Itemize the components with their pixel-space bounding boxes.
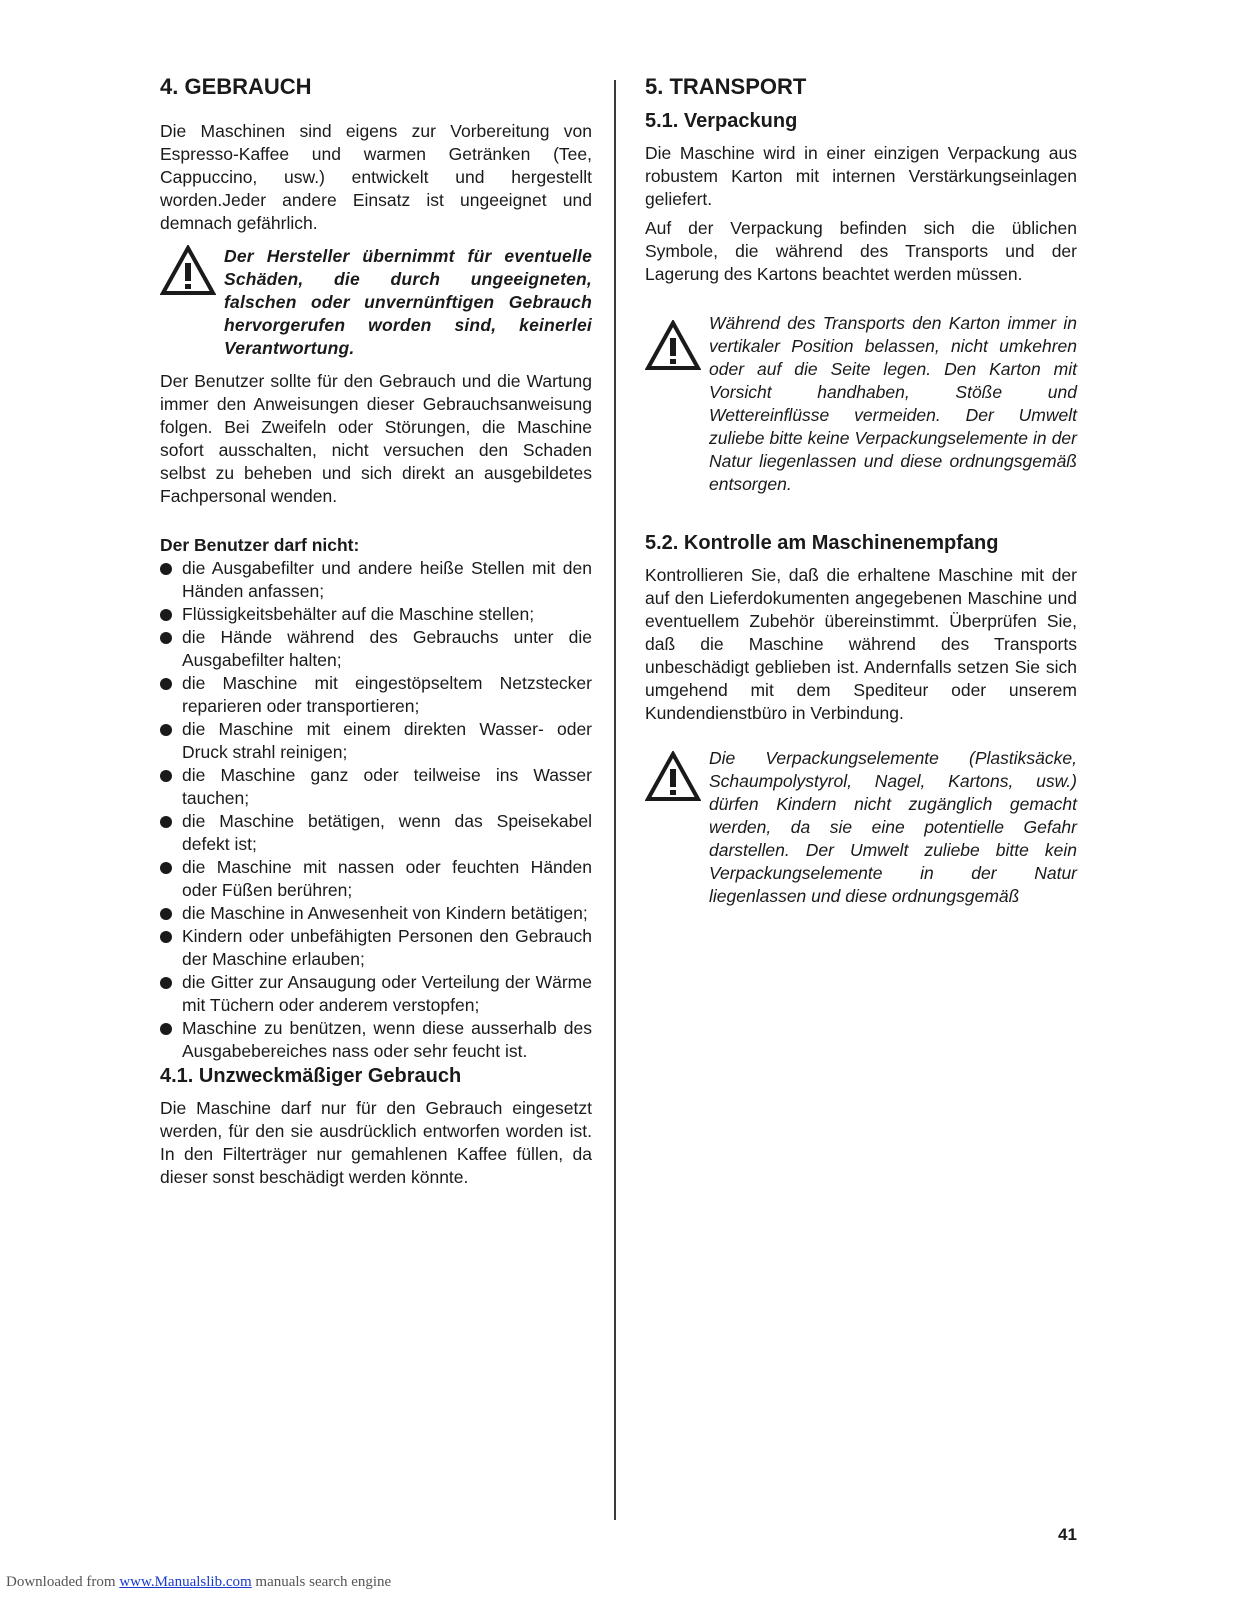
- footer-prefix: Downloaded from: [6, 1574, 120, 1590]
- column-divider: [614, 80, 616, 1520]
- section-heading-gebrauch: 4. GEBRAUCH: [160, 74, 312, 99]
- warning-block: [160, 245, 592, 360]
- warning-block: [645, 312, 1077, 496]
- bullet-icon: [160, 816, 172, 828]
- manualslib-link[interactable]: www.Manualslib.com: [119, 1574, 252, 1590]
- list-item: die Maschine mit einem direkten Wasser- oder Druck strahl reinigen;: [160, 718, 592, 764]
- warning-block: [645, 747, 1077, 908]
- download-footer: [6, 1574, 391, 1591]
- intro-paragraph: Die Maschinen sind eigens zur Vorbereitung von Espresso-Kaffee und warmen Getränken (Tee, Cappuccino, usw.) entwickelt und hergestellt worden.Jeder andere Einsatz ist ungeeignet und demnach gefährlich.: [160, 121, 592, 233]
- left-column: [160, 72, 592, 1189]
- list-item: die Maschine betätigen, wenn das Speisekabel defekt ist;: [160, 810, 592, 856]
- verpackung-paragraph-2: Auf der Verpackung befinden sich die üblichen Symbole, die während des Transports und der Lagerung des Kartons beachtet werden müssen.: [645, 218, 1077, 284]
- list-item: die Maschine mit nassen oder feuchten Händen oder Füßen berühren;: [160, 856, 592, 902]
- warning-text: Die Verpackungselemente (Plastiksäcke, Schaumpolystyrol, Nagel, Kartons, usw.) dürfen Kindern nicht zugänglich gemacht werden, da sie eine potentielle Gefahr darstellen. Der Umwelt zuliebe bitte kein Verpackungselemente in der Natur liegenlassen und diese ordnungsgemäß: [709, 748, 1077, 906]
- bullet-icon: [160, 563, 172, 575]
- warning-triangle-icon: [160, 245, 216, 302]
- bullet-icon: [160, 977, 172, 989]
- list-item: Kindern oder unbefähigten Personen den Gebrauch der Maschine erlauben;: [160, 925, 592, 971]
- bullet-icon: [160, 931, 172, 943]
- list-title: Der Benutzer darf nicht:: [160, 535, 360, 555]
- page-number: 41: [1058, 1525, 1077, 1544]
- sub-paragraph: Die Maschine darf nur für den Gebrauch eingesetzt werden, für den sie ausdrücklich entworfen worden ist. In den Filterträger nur gemahlenen Kaffee füllen, da dieser sonst beschädigt werden könnte.: [160, 1098, 592, 1187]
- bullet-icon: [160, 724, 172, 736]
- sub-heading-verpackung: 5.1. Verpackung: [645, 110, 798, 132]
- warning-triangle-icon: [645, 751, 701, 808]
- list-item: Flüssigkeitsbehälter auf die Maschine stellen;: [160, 603, 592, 626]
- bullet-icon: [160, 770, 172, 782]
- user-paragraph: Der Benutzer sollte für den Gebrauch und die Wartung immer den Anweisungen dieser Gebrauchsanweisung folgen. Bei Zweifeln oder Störungen, die Maschine sofort ausschalten, nicht versuchen den Schaden selbst zu beheben und sich direkt an ausgebildetes Fachpersonal wenden.: [160, 371, 592, 506]
- warning-triangle-icon: [645, 320, 701, 377]
- footer-suffix: manuals search engine: [251, 1574, 392, 1590]
- list-item: Maschine zu benützen, wenn diese ausserhalb des Ausgabebereiches nass oder sehr feucht ist.: [160, 1017, 592, 1063]
- list-item: die Maschine in Anwesenheit von Kindern betätigen;: [160, 902, 592, 925]
- list-item: die Ausgabefilter und andere heiße Stellen mit den Händen anfassen;: [160, 557, 592, 603]
- section-heading-transport: 5. TRANSPORT: [645, 74, 807, 99]
- bullet-icon: [160, 609, 172, 621]
- list-item: die Hände während des Gebrauchs unter die Ausgabefilter halten;: [160, 626, 592, 672]
- bullet-icon: [160, 862, 172, 874]
- warning-text: Der Hersteller übernimmt für eventuelle Schäden, die durch ungeeigneten, falschen oder unvernünftigen Gebrauch hervorgerufen worden sind, keinerlei Verantwortung.: [224, 246, 592, 358]
- warning-text: Während des Transports den Karton immer in vertikaler Position belassen, nicht umkehren oder auf die Seite legen. Den Karton mit Vorsicht handhaben, Stöße und Wettereinflüsse vermeiden. Der Umwelt zuliebe bitte keine Verpackungselemente in der Natur liegenlassen und diese ordnungsgemäß entsorgen.: [709, 313, 1077, 494]
- verpackung-paragraph-1: Die Maschine wird in einer einzigen Verpackung aus robustem Karton mit internen Verstärkungseinlagen geliefert.: [645, 143, 1077, 209]
- list-item: die Maschine ganz oder teilweise ins Wasser tauchen;: [160, 764, 592, 810]
- bullet-icon: [160, 678, 172, 690]
- sub-heading-unzweckmaessig: 4.1. Unzweckmäßiger Gebrauch: [160, 1065, 462, 1087]
- list-item: die Gitter zur Ansaugung oder Verteilung der Wärme mit Tüchern oder anderem verstopfen;: [160, 971, 592, 1017]
- bullet-icon: [160, 1023, 172, 1035]
- sub-heading-kontrolle: 5.2. Kontrolle am Maschinenempfang: [645, 532, 999, 554]
- list-item: die Maschine mit eingestöpseltem Netzstecker reparieren oder transportieren;: [160, 672, 592, 718]
- bullet-icon: [160, 908, 172, 920]
- kontrolle-paragraph: Kontrollieren Sie, daß die erhaltene Maschine mit der auf den Lieferdokumenten angegebenen Maschine und eventuellem Zubehör übereinstimmt. Überprüfen Sie, daß die Maschine während des Transports unbeschädigt geblieben ist. Andernfalls setzen Sie sich umgehend mit dem Spediteur oder unserem Kundendienstbüro in Verbindung.: [645, 565, 1077, 723]
- bullet-icon: [160, 632, 172, 644]
- right-column: [645, 72, 1077, 908]
- prohibition-list: [160, 557, 592, 1063]
